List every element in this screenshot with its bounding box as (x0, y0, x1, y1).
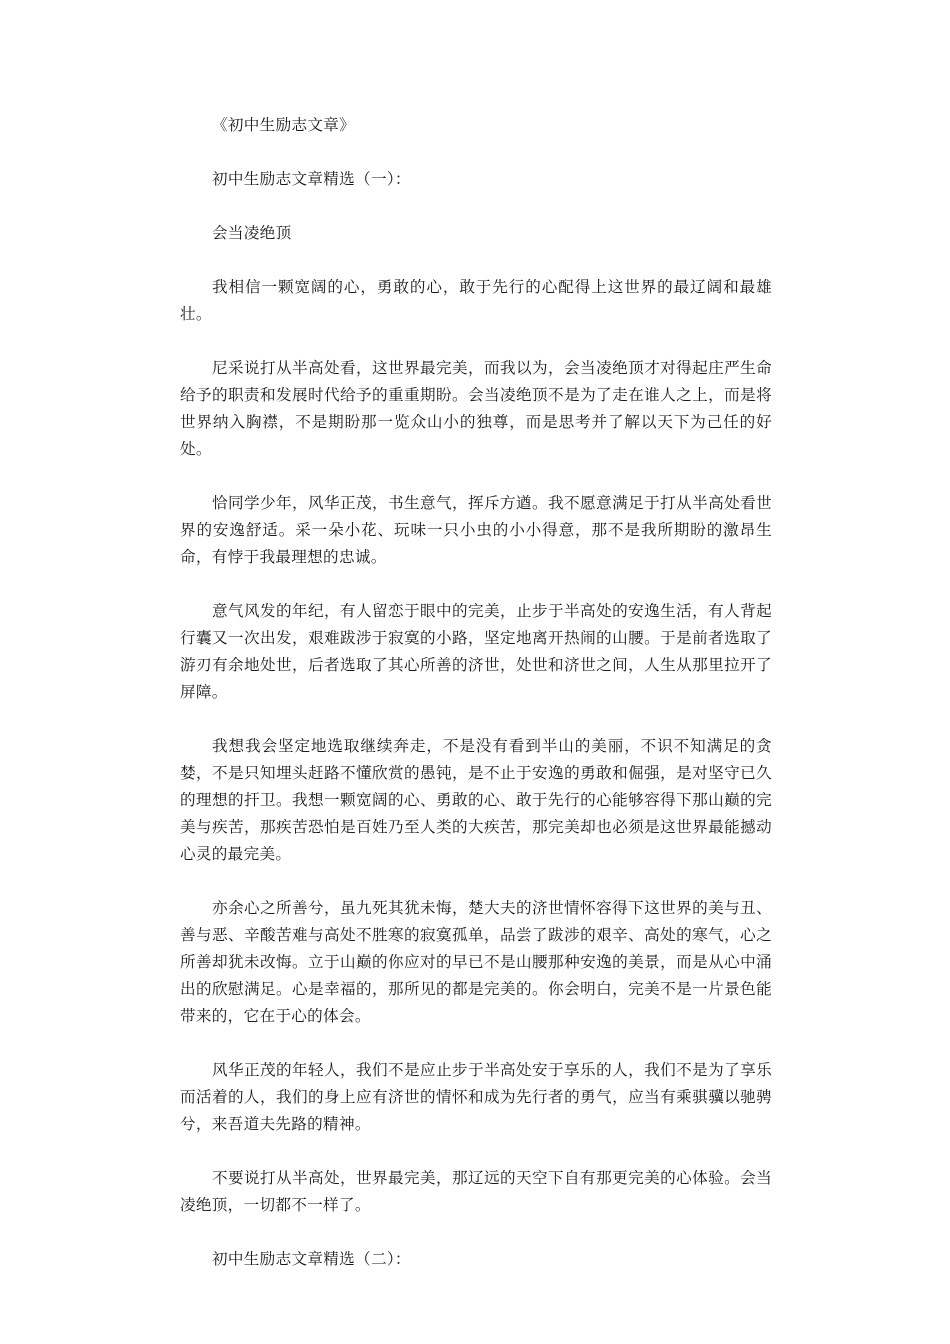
paragraph: 我想我会坚定地选取继续奔走，不是没有看到半山的美丽，不识不知满足的贪婪，不是只知埋头赶路不懂欣赏的愚钝，是不止于安逸的勇敢和倔强，是对坚守已久的理想的扞卫。我想一颗宽阔的心、勇敢的心、敢于先行的心能够容得下那山巅的完美与疾苦，那疾苦恐怕是百姓乃至人类的大疾苦，那完美却也必须是这世界最能撼动心灵的最完美。 (180, 737, 772, 863)
document-page (180, 112, 772, 1300)
paragraph: 尼采说打从半高处看，这世界最完美，而我以为，会当凌绝顶才对得起庄严生命给予的职责和发展时代给予的重重期盼。会当凌绝顶不是为了走在谁人之上，而是将世界纳入胸襟，不是期盼那一览众山小的独尊，而是思考并了解以天下为己任的好处。 (180, 359, 772, 458)
paragraph: 恰同学少年，风华正茂，书生意气，挥斥方遒。我不愿意满足于打从半高处看世界的安逸舒适。采一朵小花、玩味一只小虫的小小得意，那不是我所期盼的激昂生命，有悖于我最理想的忠诚。 (180, 494, 772, 566)
paragraph: 亦余心之所善兮，虽九死其犹未悔，楚大夫的济世情怀容得下这世界的美与丑、善与恶、辛酸苦难与高处不胜寒的寂寞孤单，品尝了跋涉的艰辛、高处的寒气，心之所善却犹未改悔。立于山巅的你应对的早已不是山腰那种安逸的美景，而是从心中涌出的欣慰满足。心是幸福的，那所见的都是完美的。你会明白，完美不是一片景色能带来的，它在于心的体会。 (180, 899, 772, 1025)
paragraph: 风华正茂的年轻人，我们不是应止步于半高处安于享乐的人，我们不是为了享乐而活着的人，我们的身上应有济世的情怀和成为先行者的勇气，应当有乘骐骥以驰骋兮，来吾道夫先路的精神。 (180, 1061, 772, 1133)
section-heading-1: 初中生励志文章精选（一）： (212, 170, 411, 188)
paragraph: 意气风发的年纪，有人留恋于眼中的完美，止步于半高处的安逸生活，有人背起行囊又一次出发，艰难跋涉于寂寞的小路，坚定地离开热闹的山腰。于是前者选取了游刃有余地处世，后者选取了其心所善的济世，处世和济世之间，人生从那里拉开了屏障。 (180, 602, 772, 701)
paragraph: 我相信一颗宽阔的心，勇敢的心，敢于先行的心配得上这世界的最辽阔和最雄壮。 (180, 278, 772, 323)
paragraph: 不要说打从半高处，世界最完美，那辽远的天空下自有那更完美的心体验。会当凌绝顶，一切都不一样了。 (180, 1169, 772, 1214)
document-title: 《初中生励志文章》 (212, 116, 356, 134)
section-heading-2: 初中生励志文章精选（二）： (212, 1250, 411, 1268)
article-title: 会当凌绝顶 (212, 224, 292, 242)
